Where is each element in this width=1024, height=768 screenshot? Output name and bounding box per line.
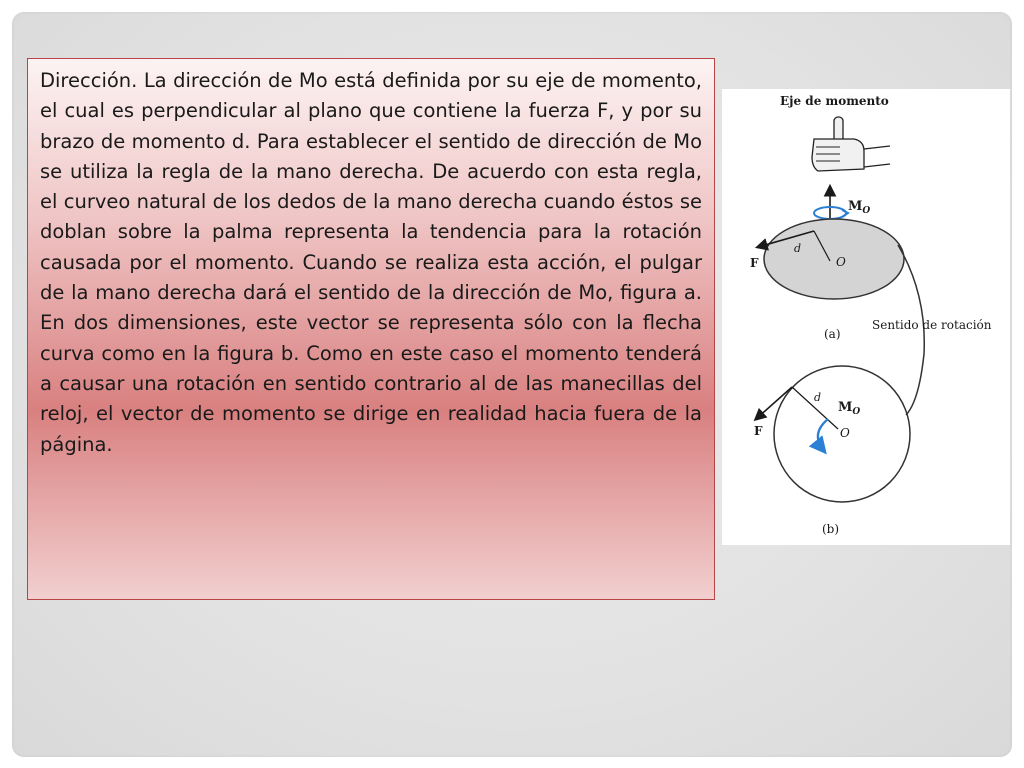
axis-label: Eje de momento: [780, 94, 889, 108]
moment-figure: [722, 89, 1010, 545]
body-paragraph: Dirección. La dirección de Mo está definida por su eje de momento, el cual es perpendicular al plano que contiene la fuerza F, y por su brazo de momento d. Para establecer el sentido de dirección de Mo se utiliza la regla de la mano derecha. De acuerdo con esta regla, el curveo natural de los dedos de la mano derecha cuando éstos se doblan sobre la palma representa la tendencia para la rotación causada por el momento. Cuando se realiza esta acción, el pulgar de la mano derecha dará el sentido de la dirección de Mo, figura a. En dos dimensiones, este vector se representa sólo con la flecha curva como en la figura b. Como en este caso el momento tenderá a causar una rotación en sentido contrario al de las manecillas del reloj, el vector de momento se dirige en realidad hacia fuera de la página.: [40, 69, 702, 456]
disc-a: [764, 219, 904, 299]
rotation-ring-icon: [814, 207, 848, 219]
caption-a: (a): [824, 327, 841, 341]
rotation-label: Sentido de rotación: [872, 318, 992, 332]
text-box: [27, 58, 715, 600]
caption-b: (b): [822, 522, 840, 536]
moment-label-b: $M_O$: [838, 400, 861, 417]
arm-label-a: d: [794, 242, 802, 255]
origin-label-a: O: [836, 255, 846, 269]
arm-label-b: d: [814, 391, 822, 404]
curved-moment-arrow-b: [818, 419, 828, 451]
force-label-a: F: [750, 256, 759, 270]
right-hand-icon: [812, 117, 890, 171]
force-arrow-b: [756, 387, 792, 419]
moment-diagram: [722, 89, 1010, 545]
moment-label-a: $M_O$: [848, 199, 871, 216]
origin-label-b: O: [840, 426, 850, 440]
force-label-b: F: [754, 424, 763, 438]
